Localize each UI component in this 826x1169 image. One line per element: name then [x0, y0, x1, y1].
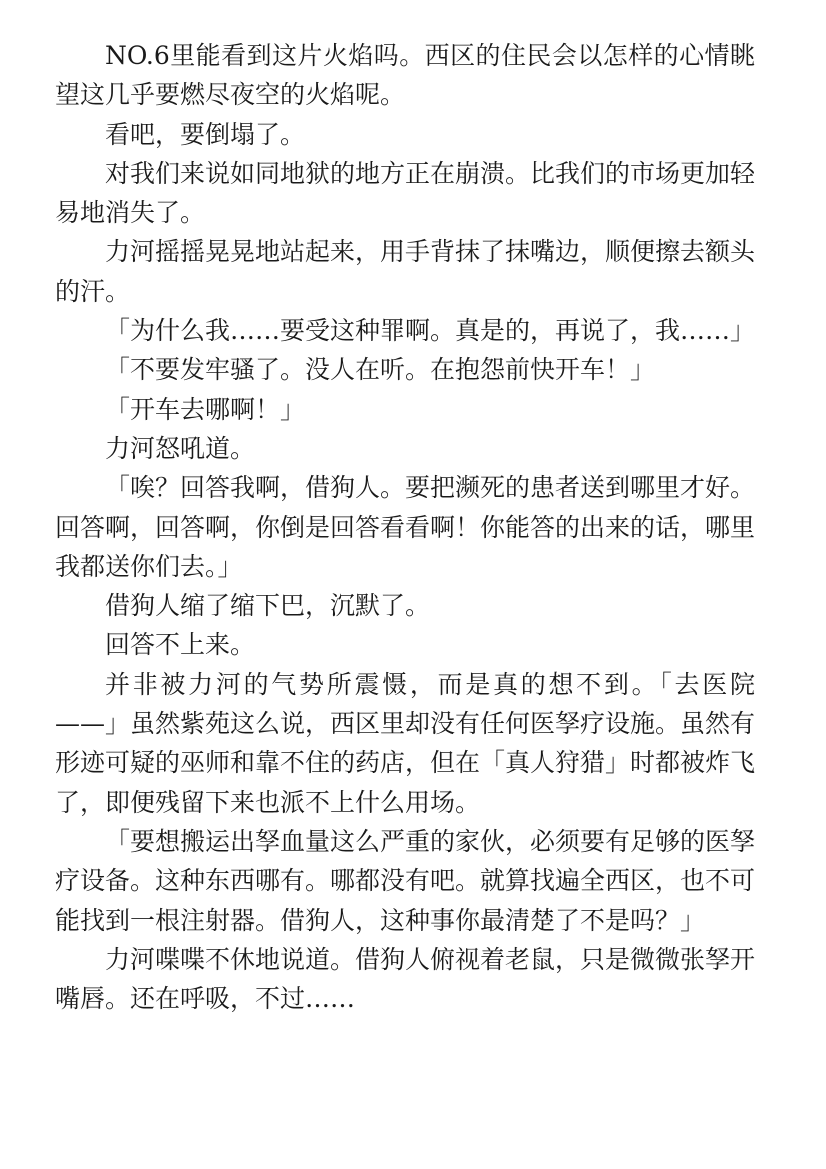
- paragraph: 力河怒吼道。: [105, 433, 256, 463]
- paragraph: 对我们来说如同地狱的地方正在崩溃。比我们的市场更加轻易地消失了。: [55, 158, 756, 228]
- page-body: [55, 36, 755, 1018]
- paragraph: 「开车去哪啊！」: [105, 394, 306, 424]
- paragraph: 「要想搬运出孥血量这么严重的家伙，必须要有足够的医孥疗设备。这种东西哪有。哪都没有吧。就算找遍全西区，也不可能找到一根注射器。借狗人，这种事你最清楚了不是吗？」: [55, 826, 756, 935]
- paragraph: 「为什么我……要受这种罪啊。真是的，再说了，我……」: [105, 316, 756, 346]
- paragraph: 看吧，要倒塌了。: [105, 119, 306, 149]
- paragraph: 力河摇摇晃晃地站起来，用手背抹了抹嘴边，顺便擦去额头的汗。: [55, 237, 756, 306]
- paragraph: 回答不上来。: [105, 630, 256, 660]
- paragraph: 「唉？回答我啊，借狗人。要把濒死的患者送到哪里才好。回答啊，回答啊，你倒是回答看看啊！你能答的出来的话，哪里我都送你们去。」: [55, 473, 756, 581]
- paragraph: 「不要发牢骚了。没人在听。在抱怨前快开车！」: [105, 355, 656, 385]
- paragraph: 并非被力河的气势所震慑，而是真的想不到。「去医院——」虽然紫苑这么说，西区里却没有任何医孥疗设施。虽然有形迹可疑的巫师和靠不住的药店，但在「真人狩猎」时都被炸飞了，即便残留下来也派不上什么用场。: [55, 669, 756, 817]
- paragraph: 借狗人缩了缩下巴，沉默了。: [105, 591, 431, 621]
- paragraph: 力河喋喋不休地说道。借狗人俯视着老鼠，只是微微张孥开嘴唇。还在呼吸，不过……: [55, 944, 756, 1014]
- paragraph: NO.6里能看到这片火焰吗。西区的住民会以怎样的心情眺望这几乎要燃尽夜空的火焰呢。: [55, 41, 755, 110]
